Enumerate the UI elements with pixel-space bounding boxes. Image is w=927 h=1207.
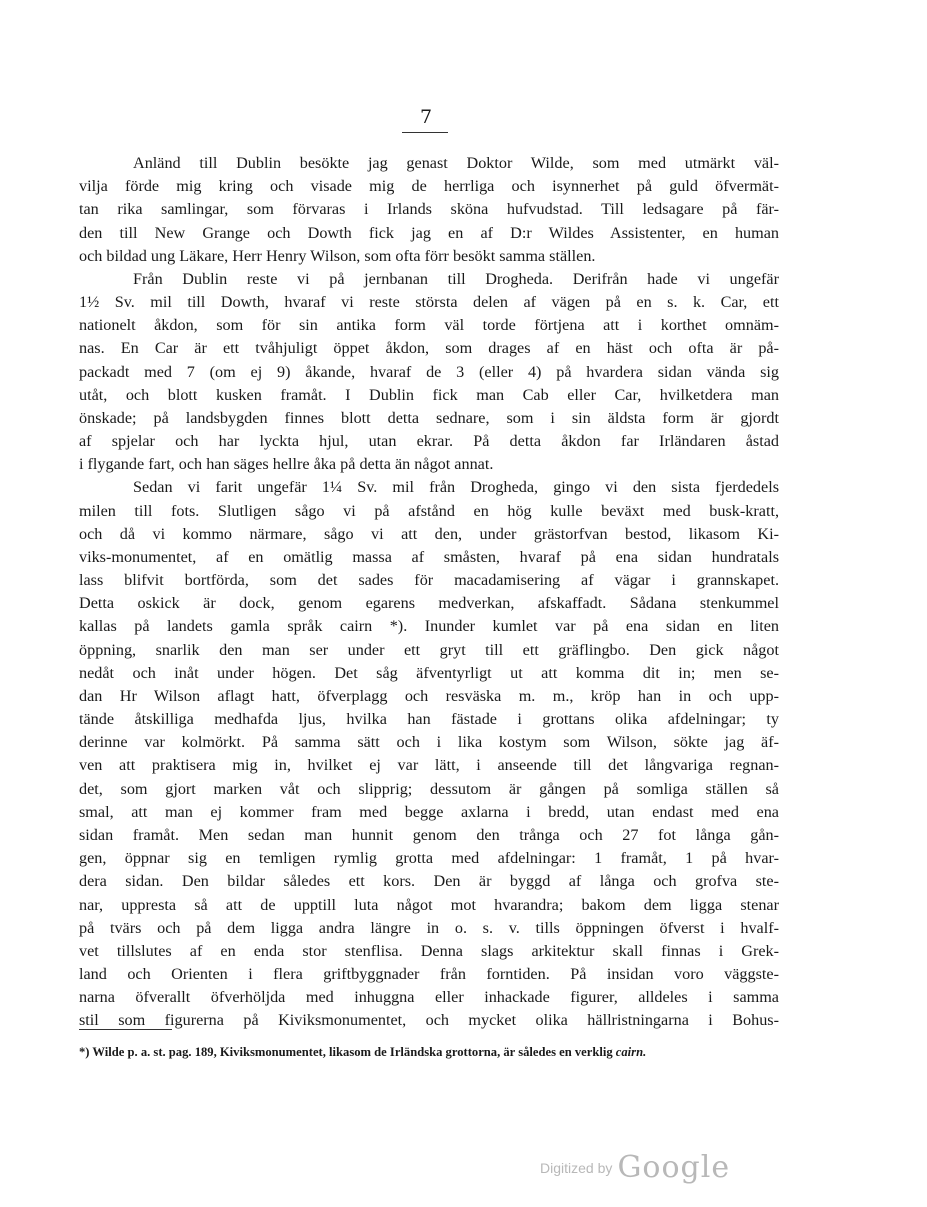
text-line: ven att praktisera mig in, hvilket ej var lätt, i anseende till det långvariga regnan- bbox=[79, 756, 779, 775]
text-line: och då vi kommo närmare, sågo vi att den, under grästorfvan bestod, likasom Ki- bbox=[79, 524, 779, 543]
text-line: öppning, snarlik den man ser under ett gryt till ett gräflingbo. Den gick något bbox=[79, 640, 779, 659]
footnote-rule bbox=[79, 1029, 172, 1030]
footnote-italic: cairn. bbox=[615, 1045, 647, 1059]
text-line: det, som gjort marken våt och slipprig; dessutom är gången på somliga ställen så bbox=[79, 779, 779, 798]
digitized-by-google-watermark bbox=[540, 1150, 730, 1185]
footnote-text: *) Wilde p. a. st. pag. 189, Kiviksmonumentet, likasom de Irländska grottorna, är således en verklig bbox=[79, 1045, 616, 1059]
text-line: dera sidan. Den bildar således ett kors. Den är byggd af långa och grofva ste- bbox=[79, 872, 779, 891]
text-line: packadt med 7 (om ej 9) åkande, hvaraf de 3 (eller 4) på hvardera sidan vända sig bbox=[79, 362, 779, 381]
text-line: gen, öppnar sig en temligen rymlig grotta med afdelningar: 1 framåt, 1 på hvar- bbox=[79, 849, 779, 868]
text-line: vet tillslutes af en enda stor stenflisa. Denna slags arkitektur skall finnas i Grek- bbox=[79, 941, 779, 960]
text-line: dan Hr Wilson aflagt hatt, öfverplagg och resväska m. m., kröp han in och upp- bbox=[79, 686, 779, 705]
text-line: Detta oskick är dock, genom egarens medverkan, afskaffadt. Sådana stenkummel bbox=[79, 594, 779, 613]
text-line: nas. En Car är ett tvåhjuligt öppet åkdon, som drages af en häst och ofta är på- bbox=[79, 339, 779, 358]
text-line: lass blifvit bortförda, som det sades för macadamisering af vägar i grannskapet. bbox=[79, 571, 779, 590]
text-line: nedåt och inåt under högen. Det såg äfventyrligt ut att komma dit in; men se- bbox=[79, 663, 779, 682]
text-line: milen till fots. Slutligen sågo vi på afstånd en hög kulle beväxt med busk-kratt, bbox=[79, 501, 779, 520]
text-line: utåt, och blott kusken framåt. I Dublin fick man Cab eller Car, hvilketdera man bbox=[79, 385, 779, 404]
text-line: land och Orienten i flera griftbyggnader från forntiden. På insidan voro väggste- bbox=[79, 965, 779, 984]
text-line: vilja förde mig kring och visade mig de herrliga och isynnerhet på guld öfvermät- bbox=[79, 177, 779, 196]
text-line: smal, att man ej kommer fram med begge axlarna i bredd, utan endast med ena bbox=[79, 802, 779, 821]
text-line: tände åtskilliga medhafda ljus, hvilka han fästade i grottans olika afdelningar; ty bbox=[79, 710, 779, 729]
text-line: af spjelar och har lyckta hjul, utan ekrar. På detta åkdon far Irländaren åstad bbox=[79, 432, 779, 451]
text-line: nar, uppresta så att de upptill luta något mot hvarandra; bakom dem ligga stenar bbox=[79, 895, 779, 914]
body-text bbox=[79, 152, 779, 1033]
text-line: önskade; på landsbygden finnes blott detta sednare, som i sin äldsta form är gjordt bbox=[79, 408, 779, 427]
text-line: Från Dublin reste vi på jernbanan till Drogheda. Derifrån hade vi ungefär bbox=[133, 269, 779, 288]
text-line: och bildad ung Läkare, Herr Henry Wilson, som ofta förr besökt samma ställen. bbox=[79, 246, 596, 265]
watermark-prefix: Digitized by bbox=[540, 1160, 613, 1176]
text-line: Sedan vi farit ungefär 1¼ Sv. mil från Drogheda, gingo vi den sista fjerdedels bbox=[133, 478, 779, 497]
text-line: derinne var kolmörkt. På samma sätt och i lika kostym som Wilson, sökte jag äf- bbox=[79, 733, 779, 752]
text-line: på tvärs och på dem ligga andra längre in o. s. v. tills öppningen öfverst i hvalf- bbox=[79, 918, 779, 937]
text-line: narna öfverallt öfverhöljda med inhuggna eller inhackade figurer, alldeles i samma bbox=[79, 988, 779, 1007]
text-line: i flygande fart, och han säges hellre åka på detta än något annat. bbox=[79, 455, 494, 474]
text-line: viks-monumentet, af en omätlig massa af småsten, hvaraf på ena sidan hundratals bbox=[79, 547, 779, 566]
page-number: 7 bbox=[419, 106, 433, 128]
text-line: tan rika samlingar, som förvaras i Irlands sköna hufvudstad. Till ledsagare på fär- bbox=[79, 200, 779, 219]
text-line: 1½ Sv. mil till Dowth, hvaraf vi reste största delen af vägen på en s. k. Car, ett bbox=[79, 293, 779, 312]
text-line: kallas på landets gamla språk cairn *). Inunder kumlet var på ena sidan en liten bbox=[79, 617, 779, 636]
text-line: Anländ till Dublin besökte jag genast Doktor Wilde, som med utmärkt väl- bbox=[133, 154, 779, 172]
text-line: nationelt åkdon, som för sin antika form väl torde förtjena att i korthet omnäm- bbox=[79, 316, 779, 335]
page-number-rule bbox=[402, 132, 448, 133]
text-line: stil som figurerna på Kiviksmonumentet, och mycket olika hällristningarna i Bohus- bbox=[79, 1011, 779, 1030]
text-line: sidan framåt. Men sedan man hunnit genom den trånga och 27 fot långa gån- bbox=[79, 825, 779, 844]
footnote bbox=[79, 1044, 779, 1060]
text-line: den till New Grange och Dowth fick jag en af D:r Wildes Assistenter, en human bbox=[79, 223, 779, 242]
google-logo: Google bbox=[617, 1150, 731, 1185]
